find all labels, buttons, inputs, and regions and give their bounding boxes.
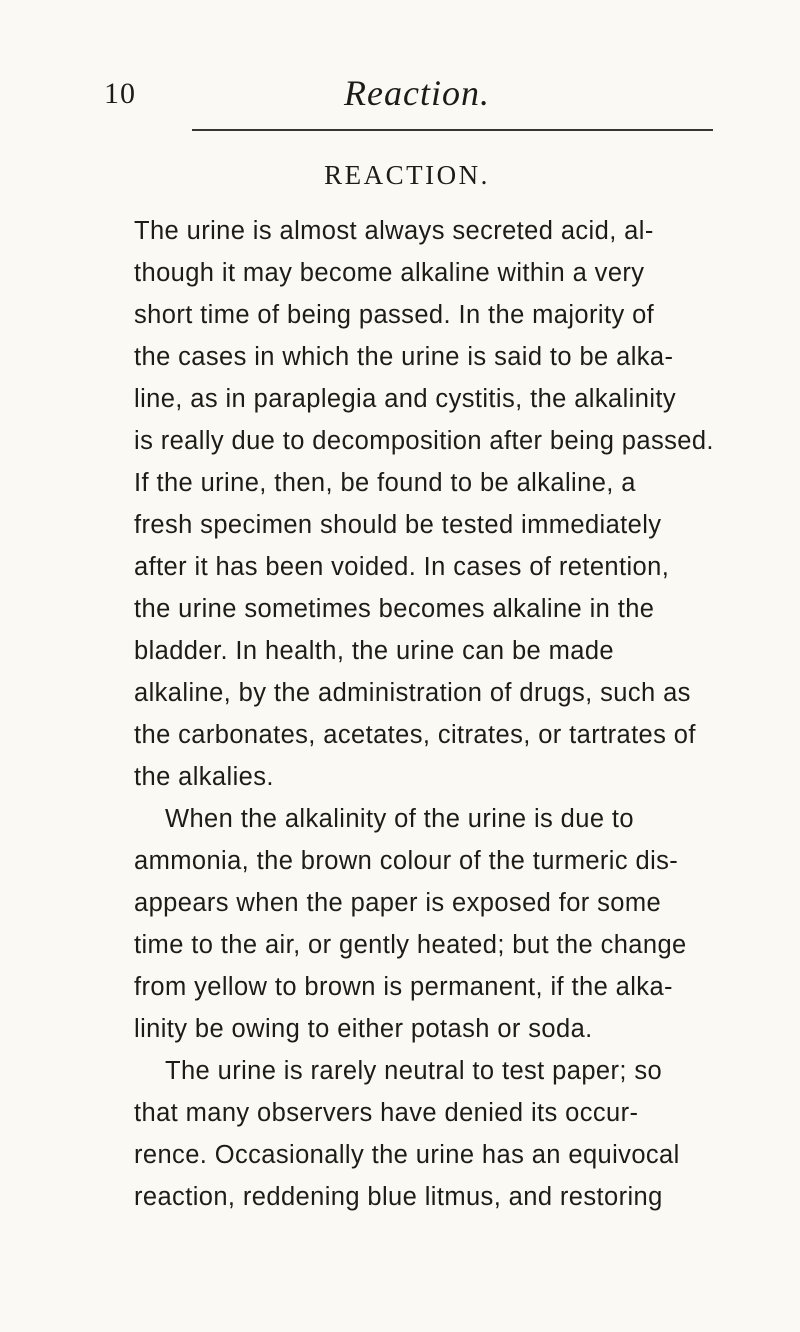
text-line: rence. Occasionally the urine has an equivocal xyxy=(134,1141,680,1169)
text-line: from yellow to brown is permanent, if the alka- xyxy=(134,973,673,1001)
text-line: after it has been voided. In cases of retention, xyxy=(134,553,670,581)
text-line: the carbonates, acetates, citrates, or tartrates of xyxy=(134,721,696,749)
text-line: though it may become alkaline within a very xyxy=(134,259,645,287)
text-line: bladder. In health, the urine can be made xyxy=(134,637,614,665)
text-line: linity be owing to either potash or soda. xyxy=(134,1015,593,1043)
header-rule xyxy=(192,129,713,131)
text-line: ammonia, the brown colour of the turmeric dis- xyxy=(134,847,679,875)
page-number: 10 xyxy=(104,77,136,110)
text-line: is really due to decomposition after being passed. xyxy=(134,427,714,455)
text-line: fresh specimen should be tested immediately xyxy=(134,511,662,539)
text-line: short time of being passed. In the majority of xyxy=(134,301,655,329)
text-line: line, as in paraplegia and cystitis, the alkalinity xyxy=(134,385,677,413)
text-line: the cases in which the urine is said to be alka- xyxy=(134,343,674,371)
text-line: appears when the paper is exposed for some xyxy=(134,889,662,917)
text-line: reaction, reddening blue litmus, and restoring xyxy=(134,1183,663,1211)
text-line: The urine is rarely neutral to test paper; so xyxy=(165,1057,663,1085)
text-line: the urine sometimes becomes alkaline in the xyxy=(134,595,655,623)
section-title: REACTION. xyxy=(324,160,490,190)
text-line: When the alkalinity of the urine is due to xyxy=(165,805,634,833)
text-line: alkaline, by the administration of drugs, such as xyxy=(134,679,691,707)
text-line: The urine is almost always secreted acid, al- xyxy=(134,217,654,245)
text-line: If the urine, then, be found to be alkaline, a xyxy=(134,469,636,497)
text-line: the alkalies. xyxy=(134,763,274,791)
text-line: time to the air, or gently heated; but the change xyxy=(134,931,687,959)
running-head: Reaction. xyxy=(344,73,490,113)
text-line: that many observers have denied its occur- xyxy=(134,1099,639,1127)
